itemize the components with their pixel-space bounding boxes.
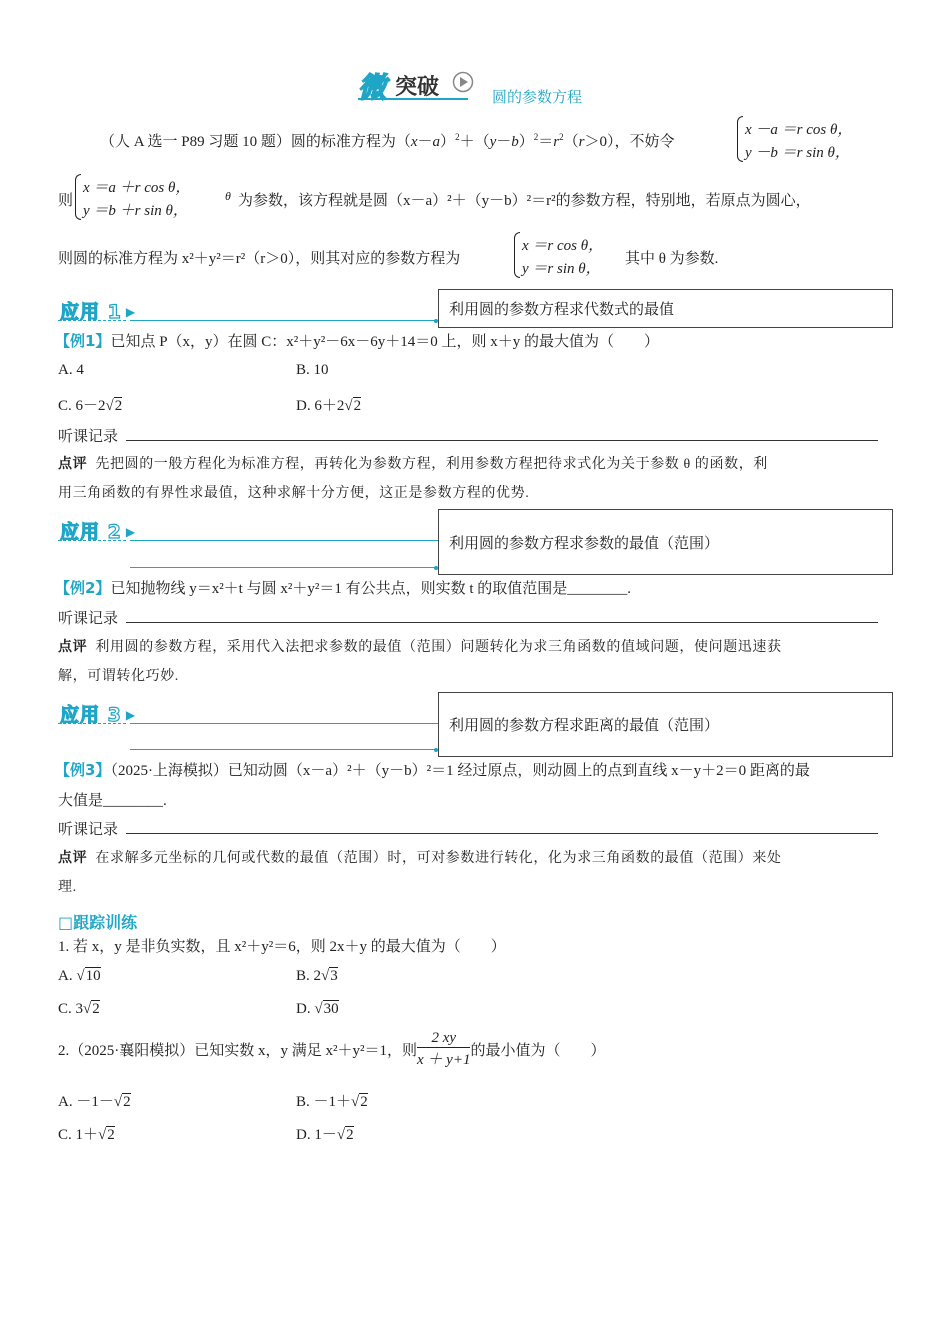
note-label-2: 听课记录 [58,609,119,627]
example-1-option-b[interactable]: B. 10 [296,362,329,378]
practice-1-option-c[interactable]: C. 3√2 [58,1001,100,1017]
system-1-row-2: y －b ＝r sin θ， [745,145,850,161]
system-2-row-2: y ＝b ＋r sin θ， [83,203,188,219]
practice-2-option-c[interactable]: C. 1＋√2 [58,1127,115,1143]
note-label-1: 听课记录 [58,427,119,445]
fraction: $\frac{2 xy}{x + y+1}$ [417,1030,471,1068]
practice-1-option-d[interactable]: D. √30 [296,1001,339,1017]
practice-2-option-a[interactable]: A. －1－√2 [58,1094,131,1110]
application-3-label: 应用 3 ▶ [60,704,137,726]
application-3-underline [58,723,126,724]
application-2-label: 应用 2 ▶ [60,521,137,543]
example-1-option-c[interactable]: C. 6－2√2 [58,398,123,414]
triangle-right-icon: ▶ [125,708,137,722]
system-3-row-1: x ＝r cos θ， [522,238,604,254]
example-2 [55,577,631,598]
example-1-option-d[interactable]: D. 6＋2√2 [296,398,362,414]
system-3-row-2: y ＝r sin θ， [522,261,601,277]
practice-1-option-b[interactable]: B. 2√3 [296,968,338,984]
example-1 [55,330,659,351]
system-brace-3 [514,232,520,278]
intro-line-2-text: 为参数，该方程就是圆（x－a）²＋（y－b）²＝r²的参数方程，特别地，若原点为圆心， [238,193,811,209]
system-1-row-1: x －a ＝r cos θ， [745,122,853,138]
example-3-line-1 [55,759,810,780]
system-brace-1 [737,116,743,162]
triangle-right-icon: ▶ [125,305,137,319]
system-2-row-1: x ＝a ＋r cos θ， [83,180,191,196]
application-1-topic-box: 利用圆的参数方程求代数式的最值 [438,289,893,328]
intro-line-3-tail: 其中 θ 为参数. [625,251,719,267]
practice-2-option-b[interactable]: B. －1＋√2 [296,1094,368,1110]
application-2-underline [58,540,126,541]
example-1-question: 已知点 P（x，y）在圆 C：x²＋y²－6x－6y＋14＝0 上，则 x＋y 的最大值为（ ） [110,334,660,350]
note-line-2[interactable] [126,622,878,623]
note-label-3: 听课记录 [58,820,119,838]
comment-2-line-2: 解，可谓转化巧妙. [58,669,179,684]
practice-1-option-a[interactable]: A. √10 [58,968,101,984]
intro-line-1: （人 A 选一 P89 习题 10 题）圆的标准方程为$(x-a)^2+(y-b)^2=r^2(r>0)$，不妨令 [100,132,675,150]
example-2-tag: 【例2】 [55,579,111,597]
header-title: 突破 [395,75,440,100]
example-1-option-a[interactable]: A. 4 [58,362,84,378]
comment-3-line-2: 理. [58,880,77,895]
practice-title: □跟踪训练 [58,913,138,932]
practice-2-option-d[interactable]: D. 1－√2 [296,1127,354,1143]
example-2-question: 已知抛物线 y＝x²＋t 与圆 x²＋y²＝1 有公共点，则实数 t 的取值范围是________. [110,581,632,597]
header-underline [358,98,468,100]
comment-1-line-1: 点评 先把圆的一般方程化为标准方程，再转化为参数方程，利用参数方程把待求式化为关于参数 θ 的函数，利 [58,456,768,472]
logo-mark: 微 [358,71,387,104]
practice-question-2: 2.（2025·襄阳模拟）已知实数 x，y 满足 x²＋y²＝1，则 $\frac{2 xy}{x + y+1}$ 的最小值为（ ） [58,1030,606,1068]
intro-line-3-text: 则圆的标准方程为 x²＋y²＝r²（r＞0），则其对应的参数方程为 [58,251,461,267]
application-1-label: 应用 1 ▶ [60,301,137,323]
comment-3-line-1: 点评 在求解多元坐标的几何或代数的最值（范围）时，可对参数进行转化，化为求三角函数的最值（范围）来处 [58,850,782,866]
intro-theta: θ [225,189,231,203]
intro-line-2-prefix: 则 [58,193,74,209]
system-brace-2 [75,174,81,220]
application-1-underline [58,320,126,321]
example-3-question: （2025·上海模拟）已知动圆（x－a）²＋（y－b）²＝1 经过原点，则动圆上的点到直线 x－y＋2＝0 距离的最 [110,763,810,779]
play-circle-icon [452,71,474,97]
note-line-3[interactable] [126,833,878,834]
example-3-tag: 【例3】 [55,761,111,779]
application-3-rule-top [130,723,438,724]
application-2-rule-bottom [130,567,436,568]
header-subtitle: 圆的参数方程 [492,88,583,106]
application-1-rule [130,320,436,321]
example-3-line-2: 大值是________. [58,793,167,809]
application-3-rule-bottom [130,749,436,750]
comment-1-line-2: 用三角函数的有界性求最值，这种求解十分方便，这正是参数方程的优势. [58,486,530,501]
triangle-right-icon: ▶ [125,525,137,539]
practice-question-1: 1. 若 x，y 是非负实数，且 x²＋y²＝6，则 2x＋y 的最大值为（ ） [58,939,506,955]
application-2-topic-box: 利用圆的参数方程求参数的最值（范围） [438,509,893,575]
example-1-tag: 【例1】 [55,332,111,350]
application-2-rule-top [130,540,438,541]
application-3-topic-box: 利用圆的参数方程求距离的最值（范围） [438,692,893,757]
note-line-1[interactable] [126,440,878,441]
comment-2-line-1: 点评 利用圆的参数方程，采用代入法把求参数的最值（范围）问题转化为求三角函数的值域问题，使问题迅速获 [58,639,782,655]
